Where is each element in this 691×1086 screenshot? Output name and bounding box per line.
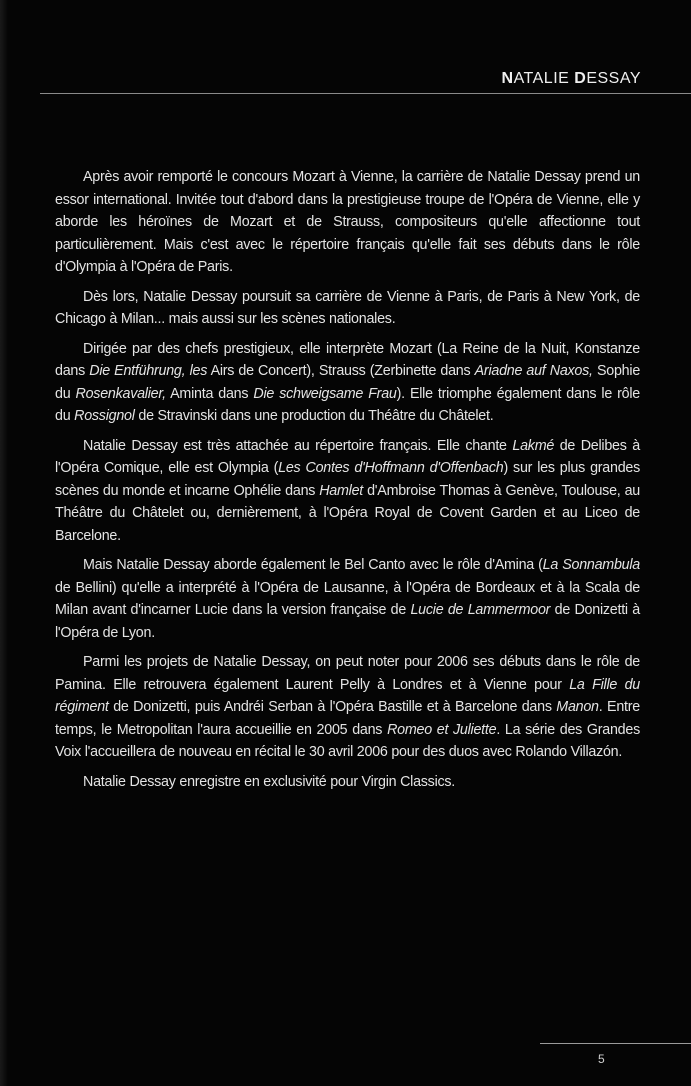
italic-title: Manon bbox=[556, 699, 599, 715]
italic-title: Rosenkavalier, bbox=[75, 385, 166, 402]
text-run: Natalie Dessay enregistre en exclusivité pour Virgin Classics. bbox=[83, 773, 456, 790]
text-run: de Donizetti, puis Andréi Serban à l'Opéra Bastille et à Barcelone dans bbox=[108, 699, 557, 715]
running-header bbox=[0, 60, 691, 100]
header-rule bbox=[40, 93, 691, 94]
italic-title: La Fille du régiment bbox=[55, 676, 640, 715]
text-run: ). Elle triomphe également dans le rôle du bbox=[55, 385, 640, 424]
italic-title: Rossignol bbox=[74, 408, 135, 424]
header-initial-first: N bbox=[501, 70, 514, 87]
italic-title: Les Contes d'Hoffmann d'Offenbach bbox=[278, 460, 504, 476]
footer-rule bbox=[540, 1043, 691, 1044]
text-run: de Delibes à l'Opéra Comique, elle est Olympia ( bbox=[55, 437, 640, 476]
page-edge bbox=[0, 0, 8, 1086]
text-run: de Stravinski dans une production du Théâtre du Châtelet. bbox=[134, 408, 494, 424]
header-initial-last: D bbox=[574, 70, 587, 87]
paragraph bbox=[55, 554, 640, 644]
text-run: Parmi les projets de Natalie Dessay, on peut noter pour 2006 ses débuts dans le rôle de Pamina. Elle retrouvera également Laurent Pelly à Londres et à Vienne pour bbox=[55, 654, 640, 693]
text-run: Dès lors, Natalie Dessay poursuit sa carrière de Vienne à Paris, de Paris à New York, de Chicago à Milan... mais aussi sur les scènes nationales. bbox=[55, 288, 640, 327]
paragraph bbox=[55, 771, 640, 794]
text-run: Mais Natalie Dessay aborde également le Bel Canto avec le rôle d'Amina ( bbox=[83, 557, 543, 573]
text-run: Dirigée par des chefs prestigieux, elle interprète Mozart (La Reine de la Nuit, Konstanze dans bbox=[55, 340, 640, 379]
italic-title: Die Entführung, les bbox=[89, 363, 208, 379]
text-run: Sophie du bbox=[55, 363, 641, 402]
text-run: d'Ambroise Thomas à Genève, Toulouse, au Théâtre du Châtelet ou, dernièrement, à l'Opéra Royal de Covent Garden et au Liceo de Barcelone. bbox=[55, 482, 640, 544]
italic-title: Die schweigsame Frau bbox=[253, 385, 397, 402]
biography-text bbox=[55, 166, 640, 800]
text-run: Aminta dans bbox=[165, 385, 254, 402]
text-run: Natalie Dessay est très attachée au répertoire français. Elle chante bbox=[83, 437, 513, 454]
italic-title: La Sonnambula bbox=[542, 557, 641, 573]
italic-title: Lucie de Lammermoor bbox=[410, 602, 551, 618]
text-run: Airs de Concert), Strauss (Zerbinette dans bbox=[207, 363, 475, 379]
paragraph bbox=[55, 435, 640, 548]
italic-title: Hamlet bbox=[319, 482, 364, 499]
text-run: . La série des Grandes Voix l'accueillera de nouveau en récital le 30 avril 2006 pour des duos avec Rolando Villazón. bbox=[55, 721, 640, 760]
paragraph bbox=[55, 286, 640, 331]
paragraph bbox=[55, 338, 640, 428]
header-rest-last: ESSAY bbox=[586, 70, 641, 87]
italic-title: Romeo et Juliette bbox=[387, 721, 497, 738]
text-run: Après avoir remporté le concours Mozart à Vienne, la carrière de Natalie Dessay prend un essor international. Invitée tout d'abord dans la prestigieuse troupe de l'Opéra de Vienne, elle y aborde les héroïnes de Mozart et de Strauss, compositeurs qu'elle affectionne tout particulièrement. Mais c'est avec le répertoire français qu'elle fait ses débuts dans le rôle d'Olympia à l'Opéra de Paris. bbox=[55, 169, 640, 275]
text-run: de Bellini) qu'elle a interprété à l'Opéra de Lausanne, à l'Opéra de Bordeaux et à la Scala de Milan avant d'incarner Lucie dans la version française de bbox=[55, 579, 640, 618]
text-run: . Entre temps, le Metropolitan l'aura accueillie en 2005 dans bbox=[55, 699, 640, 738]
paragraph bbox=[55, 166, 640, 279]
italic-title: Lakmé bbox=[512, 437, 555, 454]
italic-title: Ariadne auf Naxos, bbox=[474, 363, 593, 379]
page-number: 5 bbox=[598, 1052, 605, 1066]
header-title bbox=[502, 70, 642, 88]
paragraph bbox=[55, 651, 640, 764]
text-run: ) sur les plus grandes scènes du monde et incarne Ophélie dans bbox=[55, 460, 640, 499]
text-run: de Donizetti à l'Opéra de Lyon. bbox=[55, 602, 640, 641]
header-rest-first: ATALIE bbox=[513, 70, 575, 87]
